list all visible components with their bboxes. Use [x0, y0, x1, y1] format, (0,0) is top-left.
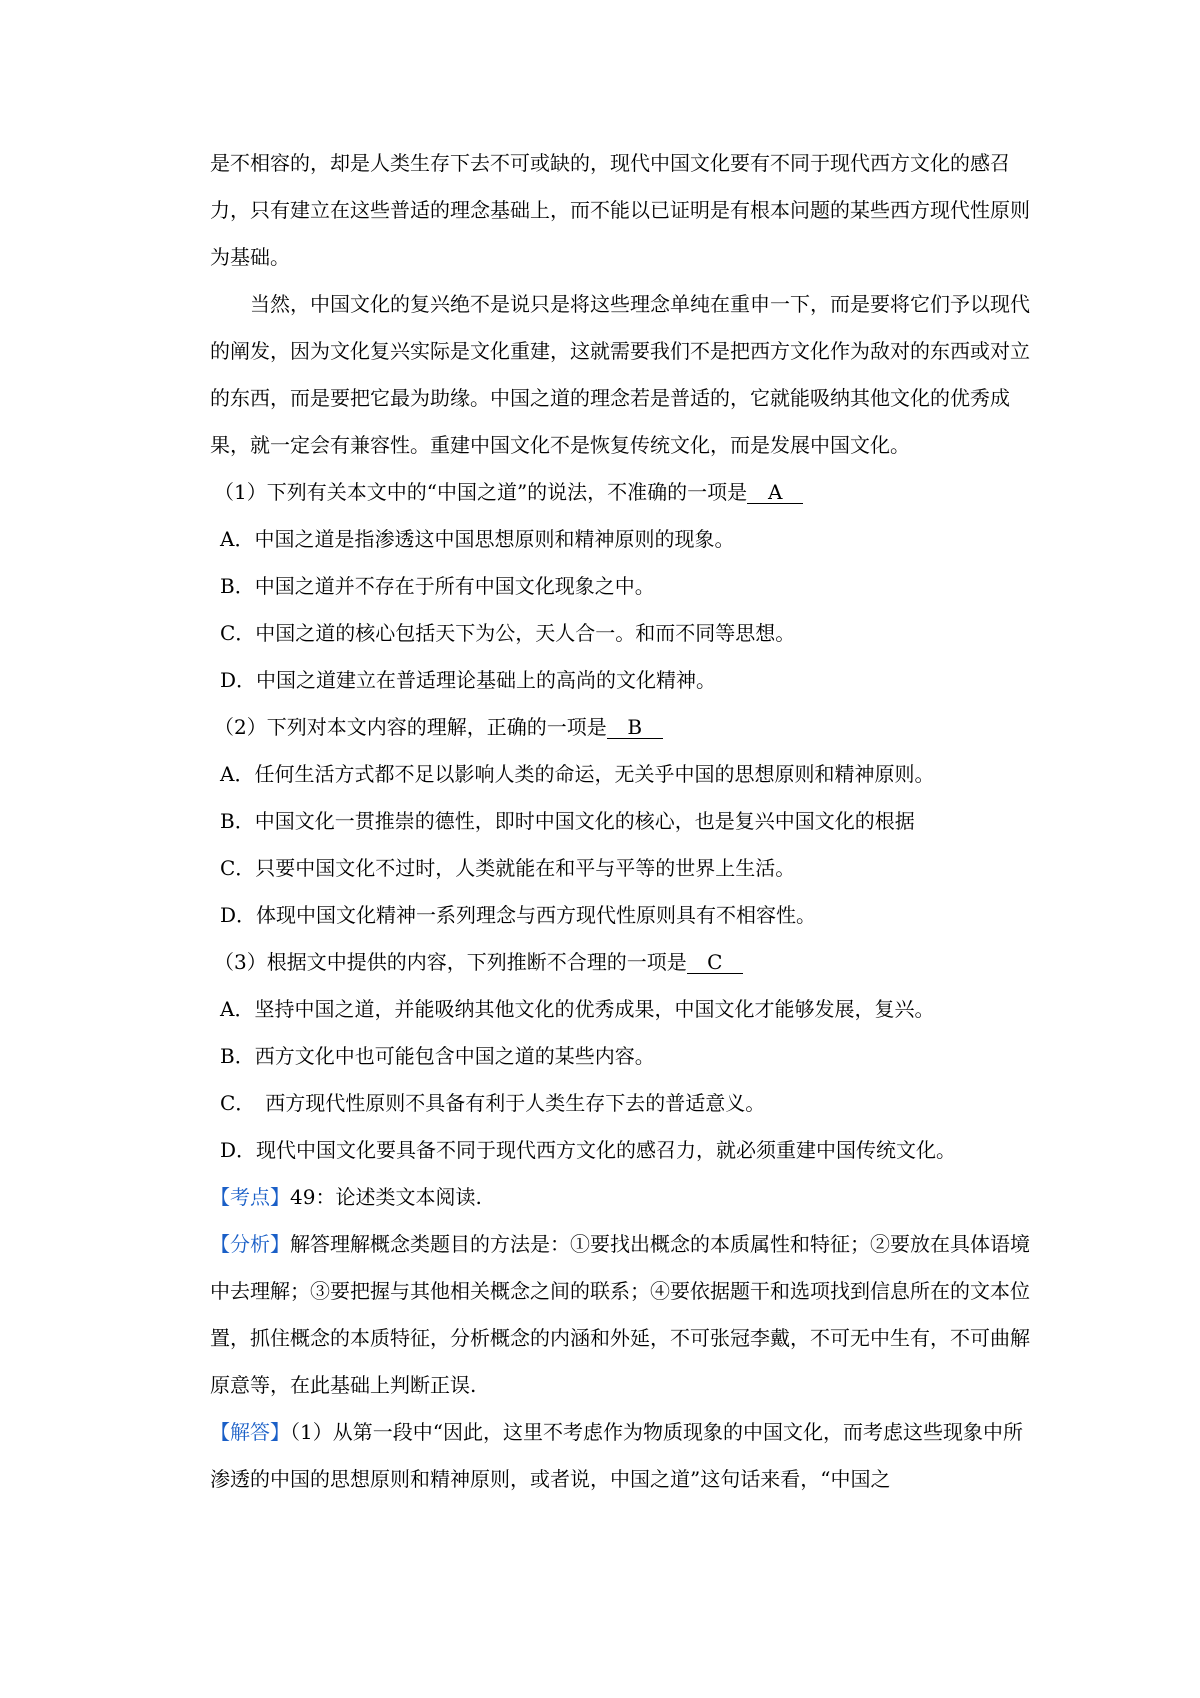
option-item: D．体现中国文化精神一系列理念与西方现代性原则具有不相容性。 — [220, 903, 817, 927]
question-2-stem — [210, 704, 1030, 751]
answer-blank: A — [747, 481, 803, 504]
jieda-section — [210, 1409, 1030, 1503]
question-stem-text: （3）根据文中提供的内容，下列推断不合理的一项是 — [214, 950, 687, 974]
question-stem-text: （1）下列有关本文中的“中国之道”的说法，不准确的一项是 — [214, 480, 748, 504]
option-item: C． 西方现代性原则不具备有利于人类生存下去的普适意义。 — [220, 1091, 766, 1115]
option-item: B．西方文化中也可能包含中国之道的某些内容。 — [220, 1044, 655, 1068]
question-1-stem — [210, 469, 1030, 516]
answer-blank: B — [607, 716, 663, 739]
document-page — [210, 140, 1030, 1503]
option-item: B．中国文化一贯推崇的德性，即时中国文化的核心，也是复兴中国文化的根据 — [220, 809, 915, 833]
option-item: C．中国之道的核心包括天下为公，天人合一。和而不同等思想。 — [220, 621, 796, 645]
jieda-tag: 【解答】 — [210, 1420, 290, 1444]
answer-blank: C — [687, 951, 743, 974]
option-item: D．现代中国文化要具备不同于现代西方文化的感召力，就必须重建中国传统文化。 — [220, 1138, 957, 1162]
passage-paragraph: 当然，中国文化的复兴绝不是说只是将这些理念单纯在重申一下，而是要将它们予以现代的阐发，因为文化复兴实际是文化重建，这就需要我们不是把西方文化作为敌对的东西或对立的东西，而是要把它最为助缘。中国之道的理念若是普适的，它就能吸纳其他文化的优秀成果，就一定会有兼容性。重建中国文化不是恢复传统文化，而是发展中国文化。 — [210, 292, 1030, 457]
option-item: C．只要中国文化不过时，人类就能在和平与平等的世界上生活。 — [220, 856, 796, 880]
jieda-text: （1）从第一段中“因此，这里不考虑作为物质现象的中国文化，而考虑这些现象中所渗透的中国的思想原则和精神原则，或者说，中国之道”这句话来看，“中国之 — [210, 1420, 1023, 1491]
option-item: A．中国之道是指渗透这中国思想原则和精神原则的现象。 — [220, 527, 735, 551]
kaodian-section — [210, 1174, 1030, 1221]
fenxi-section — [210, 1221, 1030, 1409]
fenxi-tag: 【分析】 — [210, 1232, 290, 1256]
option-item: A．坚持中国之道，并能吸纳其他文化的优秀成果，中国文化才能够发展，复兴。 — [220, 997, 935, 1021]
option-item: D．中国之道建立在普适理论基础上的高尚的文化精神。 — [220, 668, 717, 692]
fenxi-text: 解答理解概念类题目的方法是：①要找出概念的本质属性和特征；②要放在具体语境中去理解；③要把握与其他相关概念之间的联系；④要依据题干和选项找到信息所在的文本位置，抓住概念的本质特征，分析概念的内涵和外延，不可张冠李戴，不可无中生有，不可曲解原意等，在此基础上判断正误. — [210, 1232, 1030, 1397]
kaodian-text: 49：论述类文本阅读. — [290, 1185, 482, 1209]
passage-paragraph: 是不相容的，却是人类生存下去不可或缺的，现代中国文化要有不同于现代西方文化的感召力，只有建立在这些普适的理念基础上，而不能以已证明是有根本问题的某些西方现代性原则为基础。 — [210, 151, 1030, 269]
option-item: B．中国之道并不存在于所有中国文化现象之中。 — [220, 574, 655, 598]
kaodian-tag: 【考点】 — [210, 1185, 290, 1209]
question-3-stem — [210, 939, 1030, 986]
option-item: A．任何生活方式都不足以影响人类的命运，无关乎中国的思想原则和精神原则。 — [220, 762, 935, 786]
question-stem-text: （2）下列对本文内容的理解，正确的一项是 — [214, 715, 607, 739]
